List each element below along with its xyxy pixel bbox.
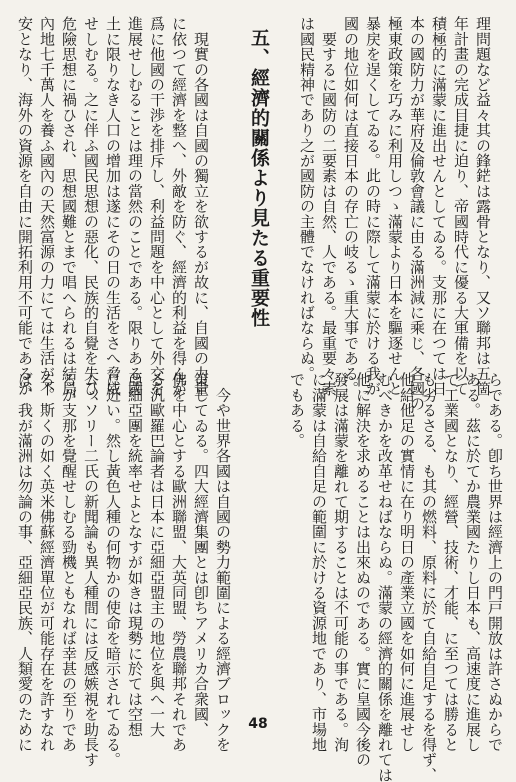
page-number: 48	[248, 716, 268, 732]
bottom-right-text-block: らである。卽ち世界は經濟上の門戸開放は許さぬからで ある。茲に於てか農業國たりし日本も、高速度に進展し て工業國となり、經營、技術、才能、に至つては勝ると も劣るさる、も其の燃料、原料に於て自給自足するを得ず、 他給他足の實情に在り明日の產業立國を如何に進展せし むべきかを改革せねばならぬ。滿蒙の經濟的關係を離れては 他に解決を求めることは出來ぬのである。實に皇國今後の 發展は滿蒙を離れて期することは不可能の事である。洵 に滿蒙は自給自足の範圍に於ける資源地であり、市場地 でもある。	[288, 372, 504, 782]
section-heading: 五、經濟的關係より見たる重要性	[248, 28, 270, 328]
bottom-left-text-block: 今や世界各國は自國の勢力範圍による經濟ブロックを 策してゐる。四大經濟集團とは卽ちアメリカ合衆國、 佛を中心とする歐洲聯盟、大英同盟、勞農聯邦それであ る汎歐羅巴論者は日本に亞細亞盟主の地位を與へ一大 亞細亞團を統率せよとなすが如きは現勢に於ては空想 に近い。然し黃色人種の何物かの使命を暗示されてゐる。 ムッソリー二氏の新聞論も異人種間には反感嫉視を助長す るが支那を覺醒せしむる勁機ともなれば幸甚の至りであ る。斯くの如く英米佛蘇經濟單位が可能存在を許すなれ ば、我が滿洲は勿論の事、亞細亞民族、人類愛のために	[16, 372, 232, 768]
top-left-text-block: 現實の各國は自國の獨立を欲するが故に、自國の力量 に依つて經濟を整へ、外敵を防ぐ、經濟的利益を得んが 爲に他國の干渉を排斥し、利益問題を中心として外交を 進展せしむることは理の當然のことである。限りある國 土に限りなき人口の增加は遂にその日の生活をさへ脅威 せしむる。之に伴ふ國民思想の惡化、民族的自覺を失ひ、 危險思想に禍ひされ、思想國難とまで唱へられるは結局 內地七千萬人を養ふ國內の天然富源の力にては生活が不 安となり、海外の資源を自由に開拓利用不可能であるか	[16, 16, 210, 412]
top-right-text-block: 理問題など益々其の鋒鋩は露骨となり、又ソ聯邦は五箇 年計畫の完成目捷に迫り、帝國時代に優る大軍備を以て 積極的に滿蒙に進出せんとしてゐる。支那に在つては日 本の國防力が華府及倫敦會議に由る滿洲減に乘じ、各國の 極東政策を巧みに利用しつゝ滿蒙より日本を驅逐せんと 暴戻を逞くしてゐる。此の時に際して滿蒙に於ける我が 國の地位如何は直接日本の存亡の岐るゝ重大事である。 要するに國防の二要素は自然、人である。最重要々素 は國民精神であり之が國防の主體でなければならぬ。	[298, 16, 492, 412]
